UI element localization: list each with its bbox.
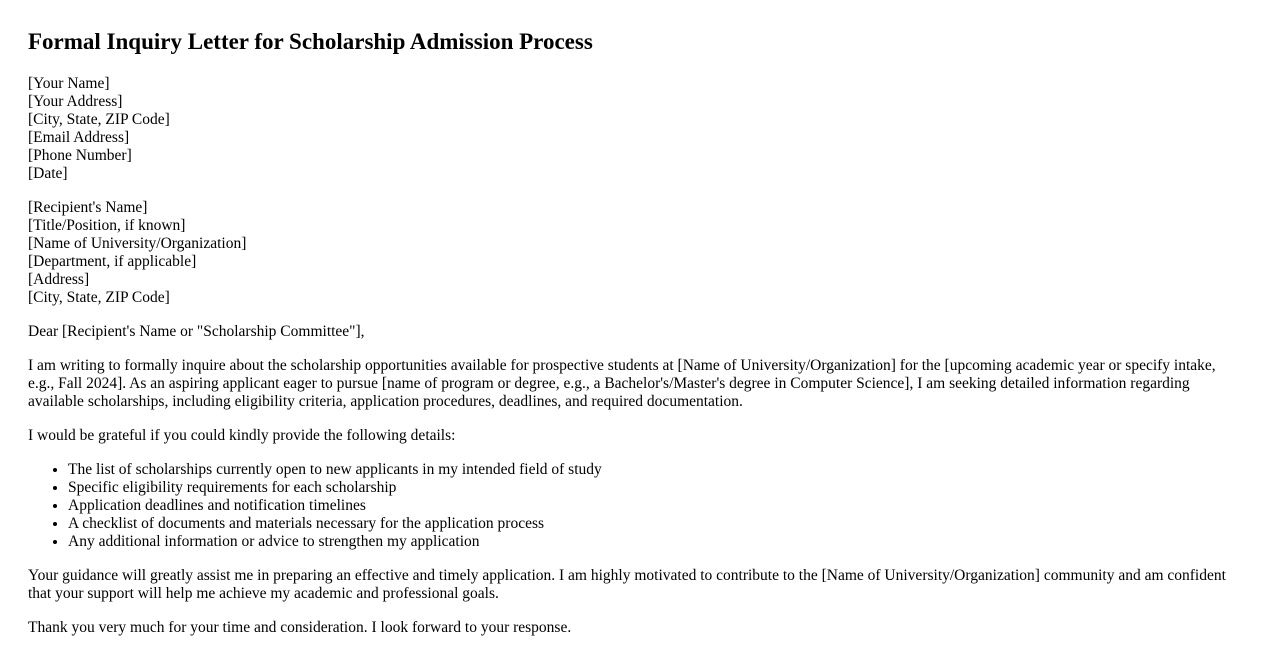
recipient-name: [Recipient's Name] xyxy=(28,199,148,216)
list-item: • Any additional information or advice to strengthen my application xyxy=(68,533,1250,551)
details-list xyxy=(28,461,1250,551)
sender-address: [Your Address] xyxy=(28,93,123,110)
sender-email: [Email Address] xyxy=(28,129,130,146)
recipient-department: [Department, if applicable] xyxy=(28,253,197,270)
intro-paragraph: I am writing to formally inquire about the scholarship opportunities available for prospective students at [Name of University/Organization] for the [upcoming academic year or specify intake, e.g., Fall 2024]. As an aspiring applicant eager to pursue [name of program or degree, e.g., a Bachelor's/Master's degree in Computer Science], I am seeking detailed information regarding available scholarships, including eligibility criteria, application procedures, deadlines, and required documentation. xyxy=(28,357,1216,410)
recipient-address-block xyxy=(28,199,1250,307)
recipient-title: [Title/Position, if known] xyxy=(28,217,186,234)
recipient-address: [Address] xyxy=(28,271,90,288)
list-item: • Specific eligibility requirements for each scholarship xyxy=(68,479,1250,497)
sender-phone: [Phone Number] xyxy=(28,147,132,164)
letter-title: Formal Inquiry Letter for Scholarship Admission Process xyxy=(28,29,593,54)
list-item: • Application deadlines and notification timelines xyxy=(68,497,1250,515)
sender-address-block xyxy=(28,75,1250,183)
sender-city-state-zip: [City, State, ZIP Code] xyxy=(28,111,170,128)
recipient-city-state-zip: [City, State, ZIP Code] xyxy=(28,289,170,306)
list-item: • A checklist of documents and materials necessary for the application process xyxy=(68,515,1250,533)
recipient-organization: [Name of University/Organization] xyxy=(28,235,247,252)
request-paragraph: I would be grateful if you could kindly provide the following details: xyxy=(28,427,456,444)
salutation: Dear [Recipient's Name or "Scholarship Committee"], xyxy=(28,323,365,340)
thanks-paragraph: Thank you very much for your time and consideration. I look forward to your response. xyxy=(28,619,572,636)
letter-date: [Date] xyxy=(28,165,68,182)
sender-name: [Your Name] xyxy=(28,75,110,92)
list-item: • The list of scholarships currently open to new applicants in my intended field of study xyxy=(68,461,1250,479)
guidance-paragraph: Your guidance will greatly assist me in preparing an effective and timely application. I am highly motivated to contribute to the [Name of University/Organization] community and am confident that your support will help me achieve my academic and professional goals. xyxy=(28,567,1226,602)
